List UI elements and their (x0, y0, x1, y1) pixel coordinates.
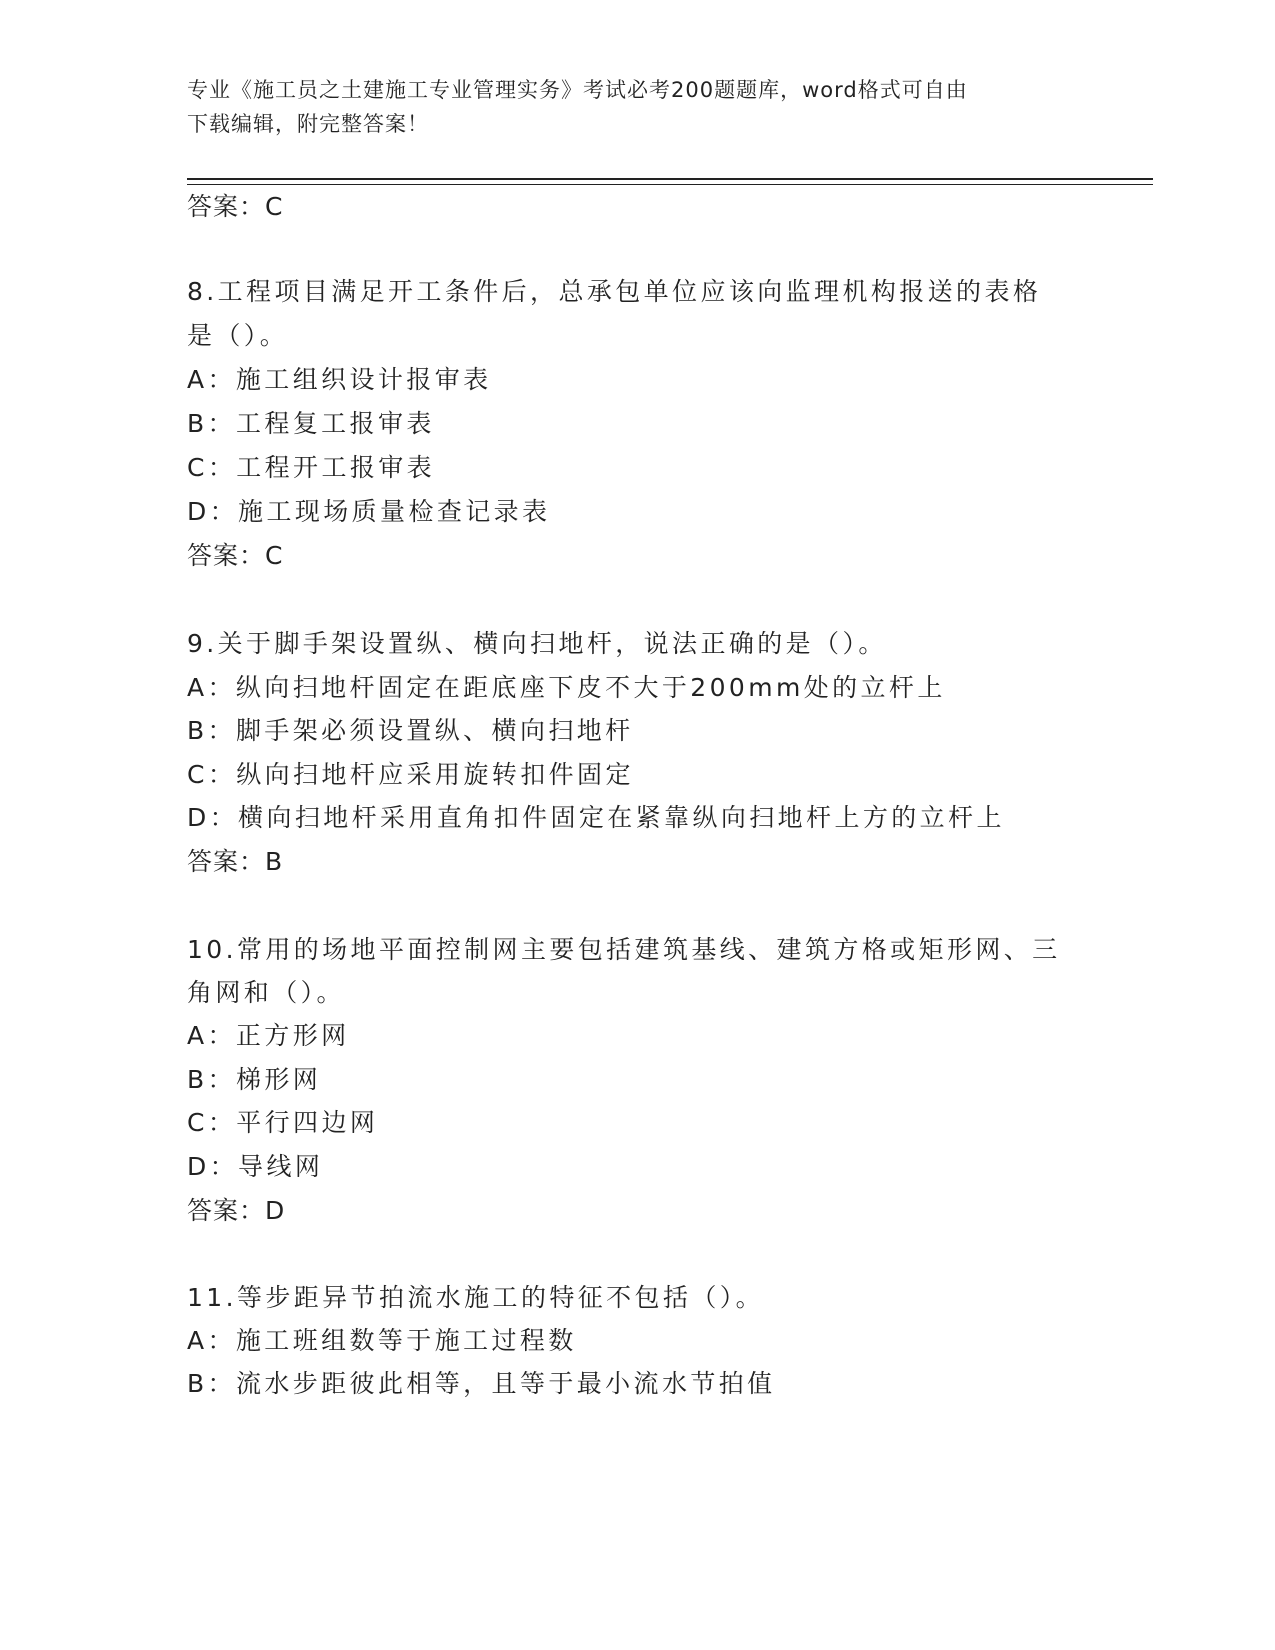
answer-line: 答案：D (187, 1196, 286, 1225)
option-a: A：正方形网 (187, 1021, 350, 1050)
answer-line: 答案：C (187, 541, 284, 570)
question-stem: 角网和（）。 (187, 978, 345, 1007)
question-stem: 9.关于脚手架设置纵、横向扫地杆，说法正确的是（）。 (187, 629, 887, 658)
header-rule-thick (187, 178, 1153, 180)
document-header (187, 73, 1087, 141)
option-c: C：工程开工报审表 (187, 453, 436, 482)
option-b: B：工程复工报审表 (187, 409, 435, 438)
answer-line: 答案：C (187, 192, 284, 221)
header-line-2: 下载编辑，附完整答案！ (187, 112, 429, 136)
option-c: C：纵向扫地杆应采用旋转扣件固定 (187, 760, 634, 789)
header-line-1: 专业《施工员之土建施工专业管理实务》考试必考200题题库，word格式可自由 (187, 78, 968, 102)
option-a: A：施工班组数等于施工过程数 (187, 1326, 577, 1355)
answer-line: 答案：B (187, 847, 284, 876)
option-d: D：施工现场质量检查记录表 (187, 497, 551, 526)
option-b: B：脚手架必须设置纵、横向扫地杆 (187, 716, 634, 745)
option-b: B：流水步距彼此相等，且等于最小流水节拍值 (187, 1369, 776, 1398)
option-b: B：梯形网 (187, 1065, 322, 1094)
option-a: A：施工组织设计报审表 (187, 365, 492, 394)
option-c: C：平行四边网 (187, 1108, 379, 1137)
question-stem: 8.工程项目满足开工条件后，总承包单位应该向监理机构报送的表格 (187, 277, 1042, 306)
question-stem: 10.常用的场地平面控制网主要包括建筑基线、建筑方格或矩形网、三 (187, 935, 1061, 964)
header-rule-thin (187, 184, 1153, 185)
option-a: A：纵向扫地杆固定在距底座下皮不大于200mm处的立杆上 (187, 673, 946, 702)
option-d: D：横向扫地杆采用直角扣件固定在紧靠纵向扫地杆上方的立杆上 (187, 803, 1005, 832)
question-stem: 是（）。 (187, 321, 289, 350)
option-d: D：导线网 (187, 1152, 324, 1181)
question-stem: 11.等步距异节拍流水施工的特征不包括（）。 (187, 1283, 765, 1312)
